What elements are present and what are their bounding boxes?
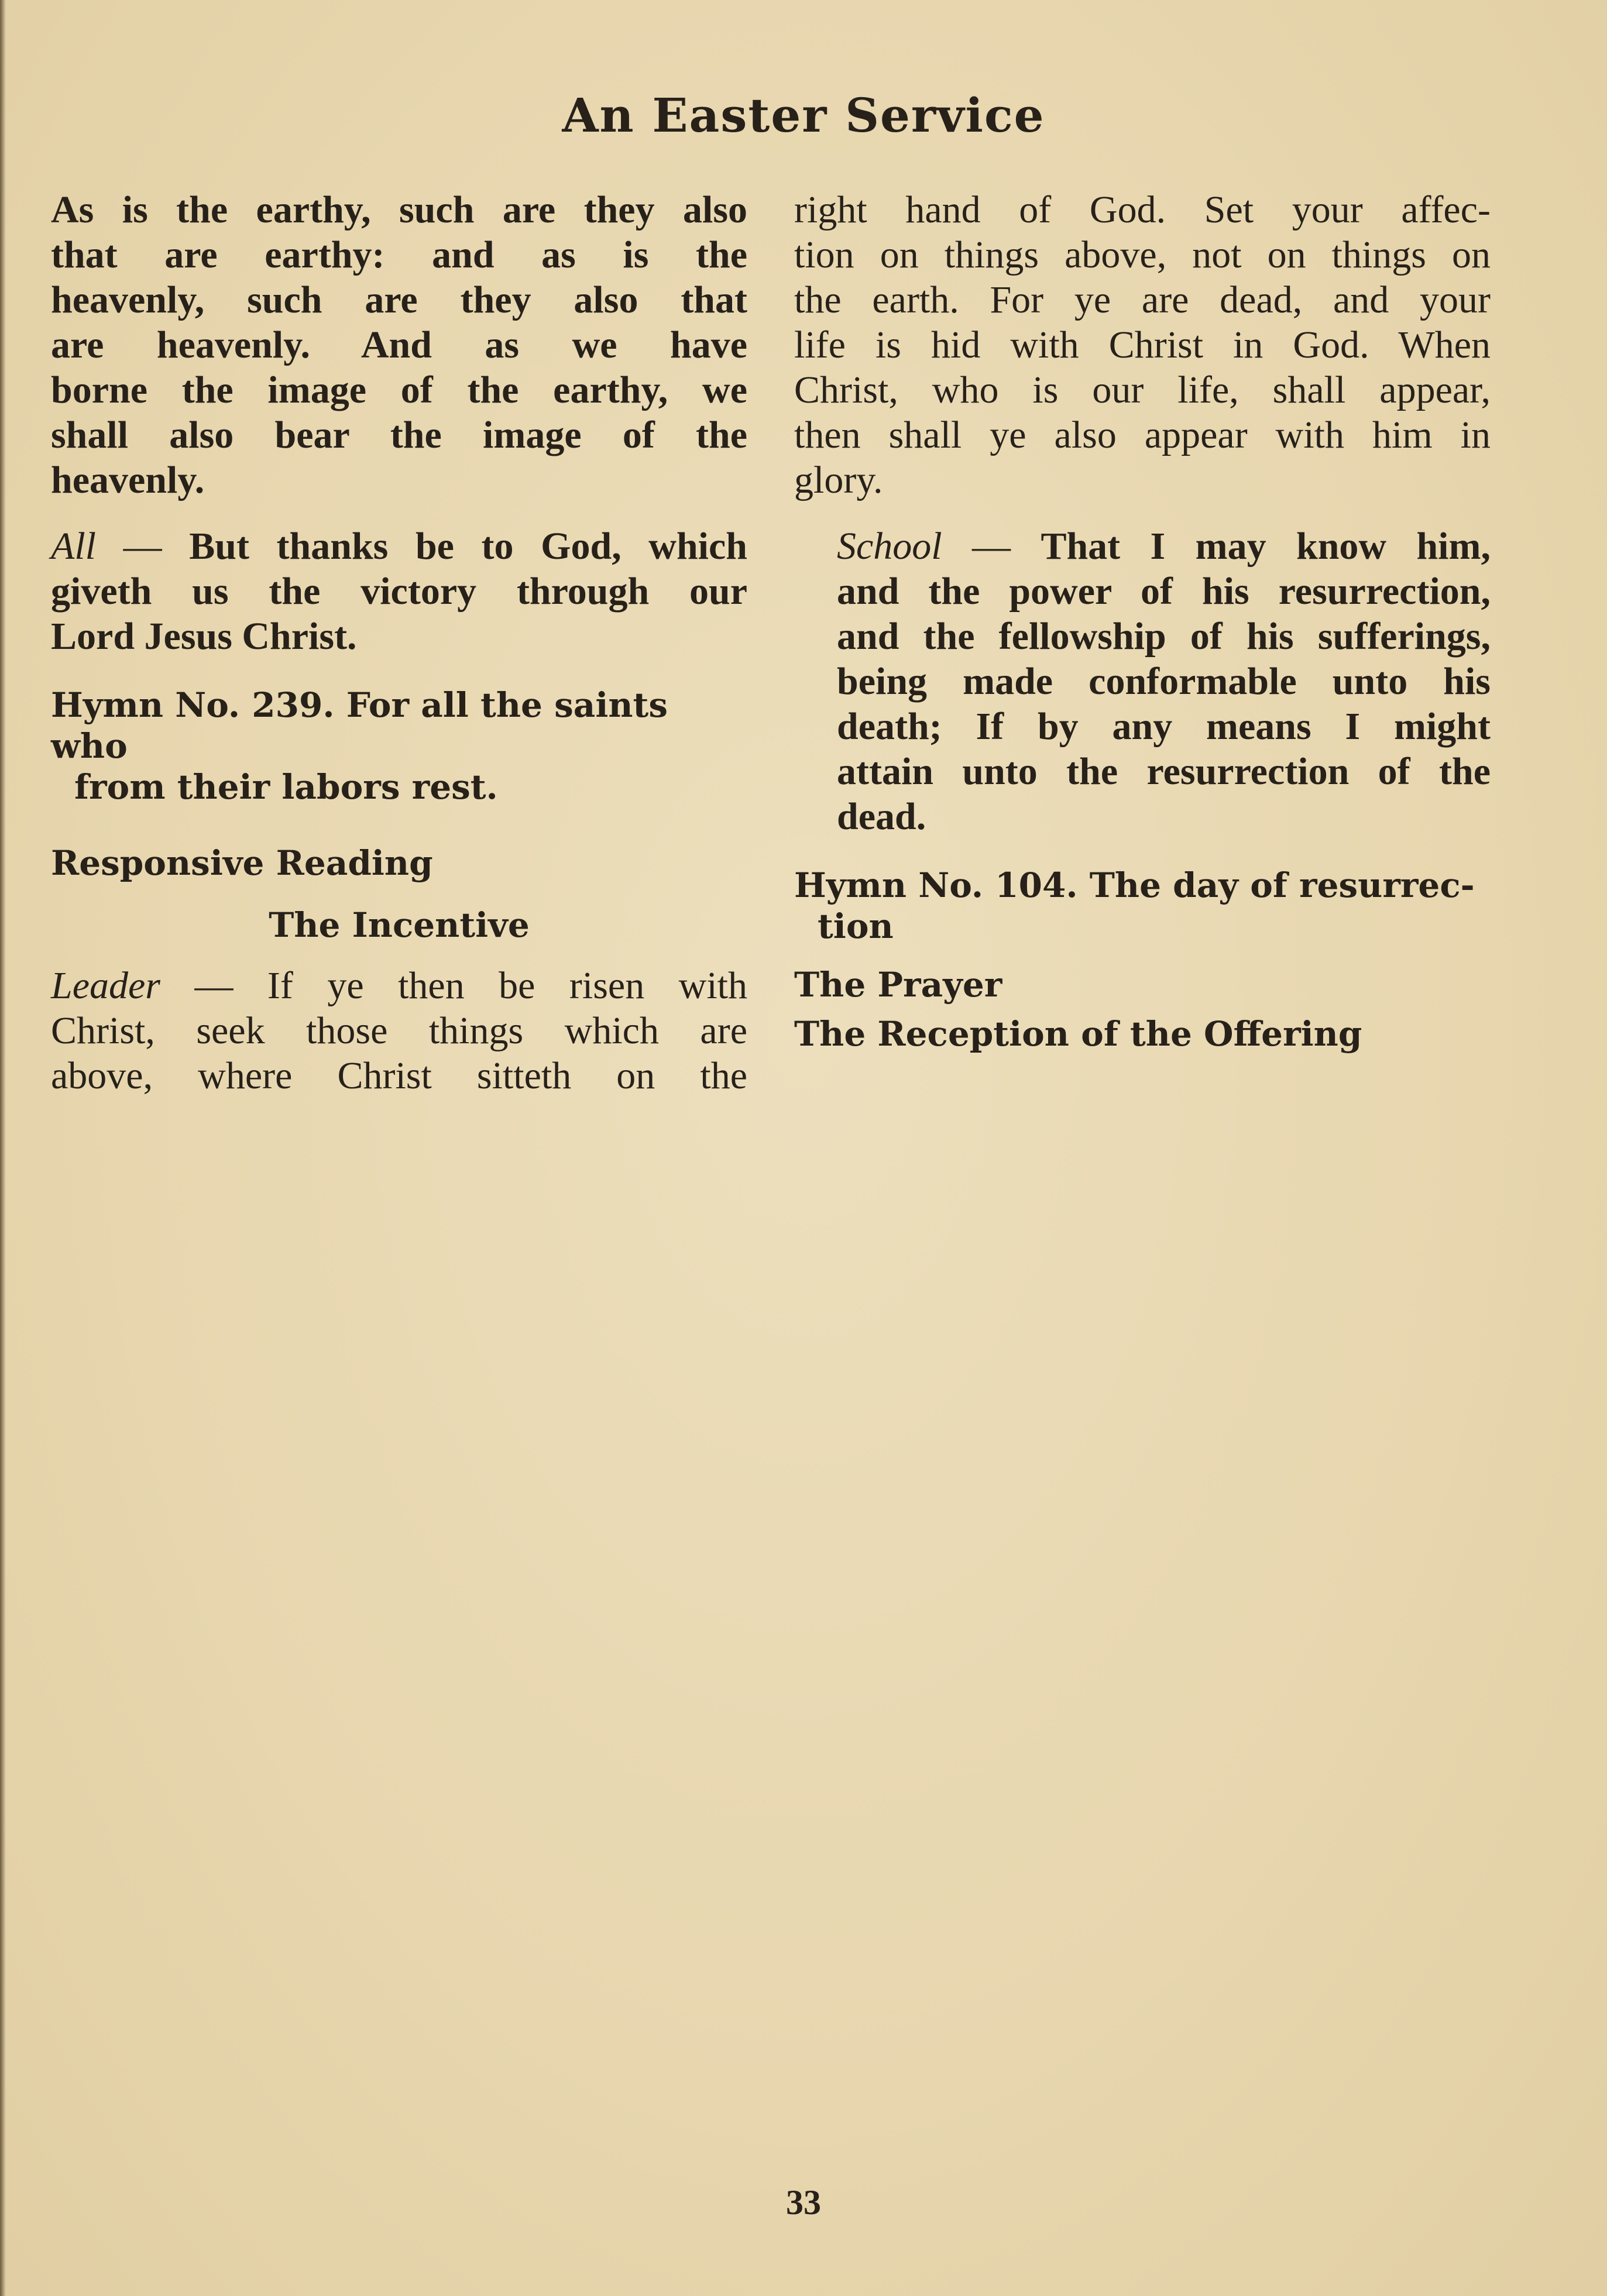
text-line: Lord Jesus Christ. [51, 615, 357, 658]
leader-reading [51, 963, 747, 1098]
text-line: above, where Christ sitteth on the [51, 1054, 747, 1097]
speaker-label-leader: Leader [51, 964, 160, 1007]
page-number: 33 [786, 2183, 821, 2222]
text-line: and the power of his resurrection, [837, 570, 1491, 613]
hymn-239 [51, 685, 747, 807]
page-spine-shadow [0, 0, 6, 2296]
text-line: Christ, seek those things which are [51, 1009, 747, 1052]
hymn-line: tion [818, 906, 894, 946]
text-line: tion on things above, not on things on [794, 233, 1491, 276]
hymn-line: from their labors rest. [74, 767, 498, 807]
text-line: being made conformable unto his [837, 660, 1491, 703]
speaker-dash: — [160, 964, 267, 1007]
text-line: dead. [837, 795, 926, 838]
scripture-passage [51, 187, 747, 503]
prayer-heading: The Prayer [794, 965, 1002, 1005]
incentive-heading: The Incentive [269, 905, 530, 945]
hymn-line: Hymn No. 104. The day of resurrec- [794, 865, 1475, 905]
text-line: attain unto the resurrection of the [837, 750, 1491, 793]
text-line: Christ, who is our life, shall appear, [794, 369, 1491, 411]
text-line: then shall ye also appear with him in [794, 414, 1491, 456]
text-line: As is the earthy, such are they also [51, 188, 747, 231]
text-line: right hand of God. Set your affec- [794, 188, 1491, 231]
hymn-line: Hymn No. 239. For all the saints who [51, 685, 668, 766]
text-line: that are earthy: and as is the [51, 233, 747, 276]
speaker-label-all: All [51, 525, 96, 568]
page-header-title: An Easter Service [562, 88, 1045, 143]
text-line: life is hid with Christ in God. When [794, 324, 1491, 366]
left-column [51, 187, 747, 1098]
text-line: death; If by any means I might [837, 705, 1491, 748]
text-line: glory. [794, 459, 883, 501]
offering-heading: The Reception of the Offering [794, 1014, 1362, 1054]
leader-reading-continued [794, 187, 1491, 503]
text-line: and the fellowship of his sufferings, [837, 615, 1491, 658]
right-column [794, 187, 1491, 1054]
speaker-dash: — [942, 525, 1041, 568]
text-line: If ye then be risen with [267, 964, 748, 1007]
text-line: That I may know him, [1041, 525, 1491, 568]
text-line: heavenly. [51, 459, 205, 501]
text-line: heavenly, such are they also that [51, 279, 747, 321]
text-line: But thanks be to God, which [189, 525, 748, 568]
all-response [51, 524, 747, 659]
text-line: shall also bear the image of the [51, 414, 747, 456]
responsive-reading-heading: Responsive Reading [51, 843, 433, 883]
text-line: giveth us the victory through our [51, 570, 747, 613]
text-line: are heavenly. And as we have [51, 324, 747, 366]
speaker-label-school: School [837, 525, 942, 568]
text-line: the earth. For ye are dead, and your [794, 279, 1491, 321]
speaker-dash: — [96, 525, 190, 568]
text-line: borne the image of the earthy, we [51, 369, 747, 411]
hymn-104 [794, 865, 1491, 947]
school-response [794, 524, 1491, 839]
